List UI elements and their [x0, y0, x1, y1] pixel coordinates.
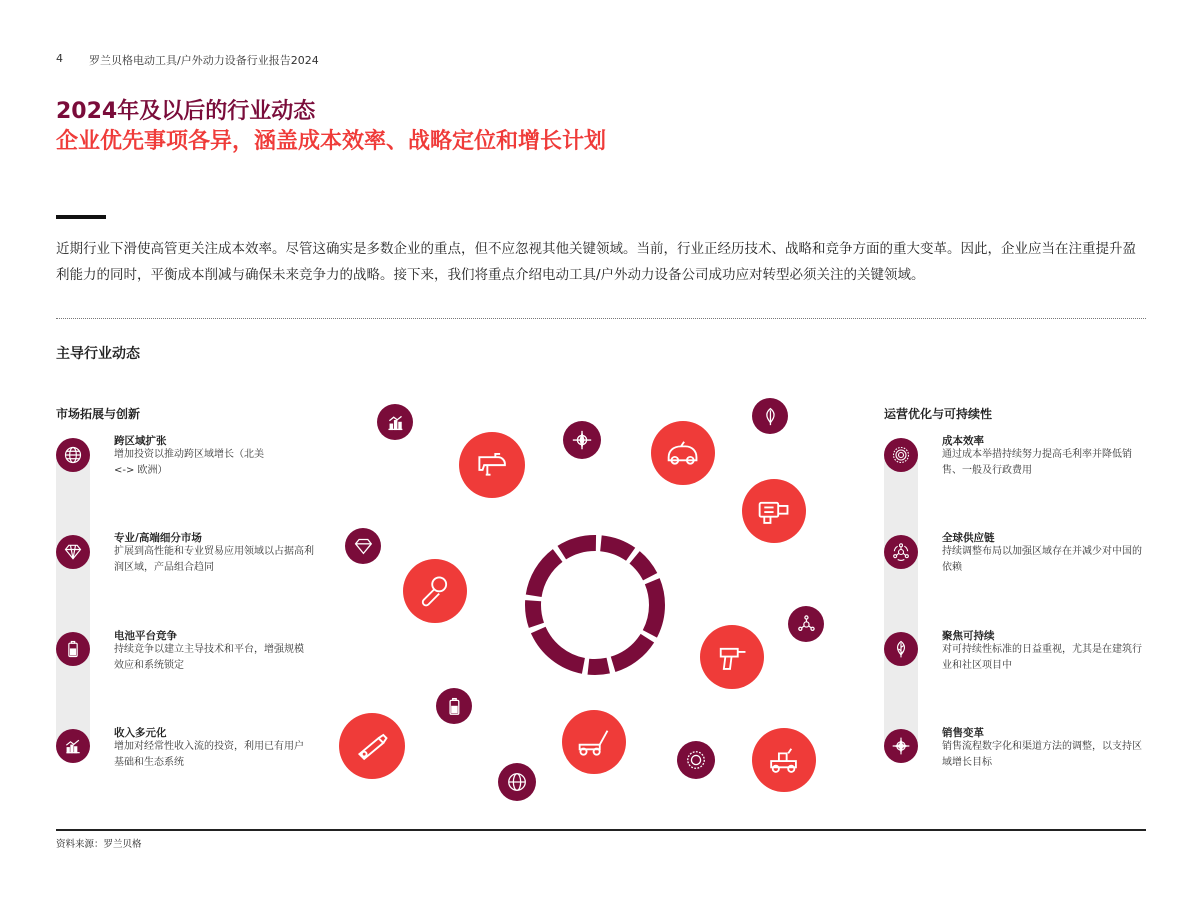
item-desc: 增加投资以推动跨区域增长（北美 <-> 欧洲） — [114, 449, 264, 476]
compass-icon — [884, 729, 918, 763]
item-desc: 扩展到高性能和专业贸易应用领域以占据高利润区域，产品组合趋同 — [114, 546, 314, 573]
left-column-heading: 市场拓展与创新 — [56, 407, 141, 421]
item-desc: 对可持续性标准的日益重视，尤其是在建筑行业和社区项目中 — [942, 644, 1142, 671]
diamond-icon — [56, 535, 90, 569]
section-divider — [56, 318, 1146, 319]
page-number: 4 — [56, 52, 63, 65]
left-strip — [56, 452, 90, 747]
page-subtitle: 企业优先事项各异，涵盖成本效率、战略定位和增长计划 — [56, 129, 607, 154]
battery-icon — [56, 632, 90, 666]
diamond-icon — [345, 528, 381, 564]
accent-bar — [56, 215, 106, 219]
riding-mower-icon — [752, 728, 816, 792]
right-column-heading: 运营优化与可持续性 — [884, 407, 993, 421]
supply-network-icon — [884, 535, 918, 569]
chainsaw-icon — [339, 713, 405, 779]
lawn-mower-icon — [562, 710, 626, 774]
globe-icon — [56, 438, 90, 472]
chart-growth-icon — [377, 404, 413, 440]
angle-grinder-icon — [403, 559, 467, 623]
section-title: 主导行业动态 — [56, 346, 140, 362]
cost-target-icon — [677, 741, 715, 779]
item-title: 全球供应链 — [942, 532, 995, 544]
center-ring-diagram — [520, 530, 670, 680]
report-title: 罗兰贝格电动工具/户外动力设备行业报告2024 — [89, 54, 319, 67]
item-desc: 持续竞争以建立主导技术和平台，增强规模效应和系统锁定 — [114, 644, 304, 671]
intro-paragraph: 近期行业下滑使高管更关注成本效率。尽管这确实是多数企业的重点，但不应忽视其他关键领域。当前，行业正经历技术、战略和竞争方面的重大变革。因此，企业应当在注重提升盈利能力的同时，平衡成本削减与确保未来竞争力的战略。接下来，我们将重点介绍电动工具/户外动力设备公司成功应对转型必须关注的关键领域。 — [56, 241, 1136, 283]
cost-target-icon — [884, 438, 918, 472]
globe-icon — [498, 763, 536, 801]
chart-growth-icon — [56, 729, 90, 763]
item-desc: 销售流程数字化和渠道方法的调整，以支持区域增长目标 — [942, 741, 1142, 768]
leaf-icon — [884, 632, 918, 666]
jigsaw-icon — [459, 432, 525, 498]
page-title: 2024年及以后的行业动态 — [56, 99, 316, 124]
page-header — [56, 52, 319, 68]
battery-icon — [436, 688, 472, 724]
item-desc: 通过成本举措持续努力提高毛利率并降低销售、一般及行政费用 — [942, 449, 1132, 476]
item-title: 收入多元化 — [114, 727, 167, 739]
right-strip — [884, 452, 918, 747]
leaf-icon — [752, 398, 788, 434]
item-desc: 增加对经常性收入流的投资，利用已有用户基础和生态系统 — [114, 741, 304, 768]
item-title: 跨区域扩张 — [114, 435, 167, 447]
compass-icon — [563, 421, 601, 459]
item-desc: 持续调整布局以加强区域存在并减少对中国的依赖 — [942, 546, 1142, 573]
item-title: 成本效率 — [942, 435, 984, 447]
item-title: 专业/高端细分市场 — [114, 532, 202, 544]
source-note: 资料来源：罗兰贝格 — [56, 839, 142, 850]
item-title: 聚焦可持续 — [942, 630, 995, 642]
item-title: 电池平台竞争 — [114, 630, 177, 642]
nailer-icon — [742, 479, 806, 543]
footer-divider — [56, 829, 1146, 831]
item-title: 销售变革 — [942, 727, 984, 739]
robot-mower-icon — [651, 421, 715, 485]
supply-network-icon — [788, 606, 824, 642]
drill-icon — [700, 625, 764, 689]
